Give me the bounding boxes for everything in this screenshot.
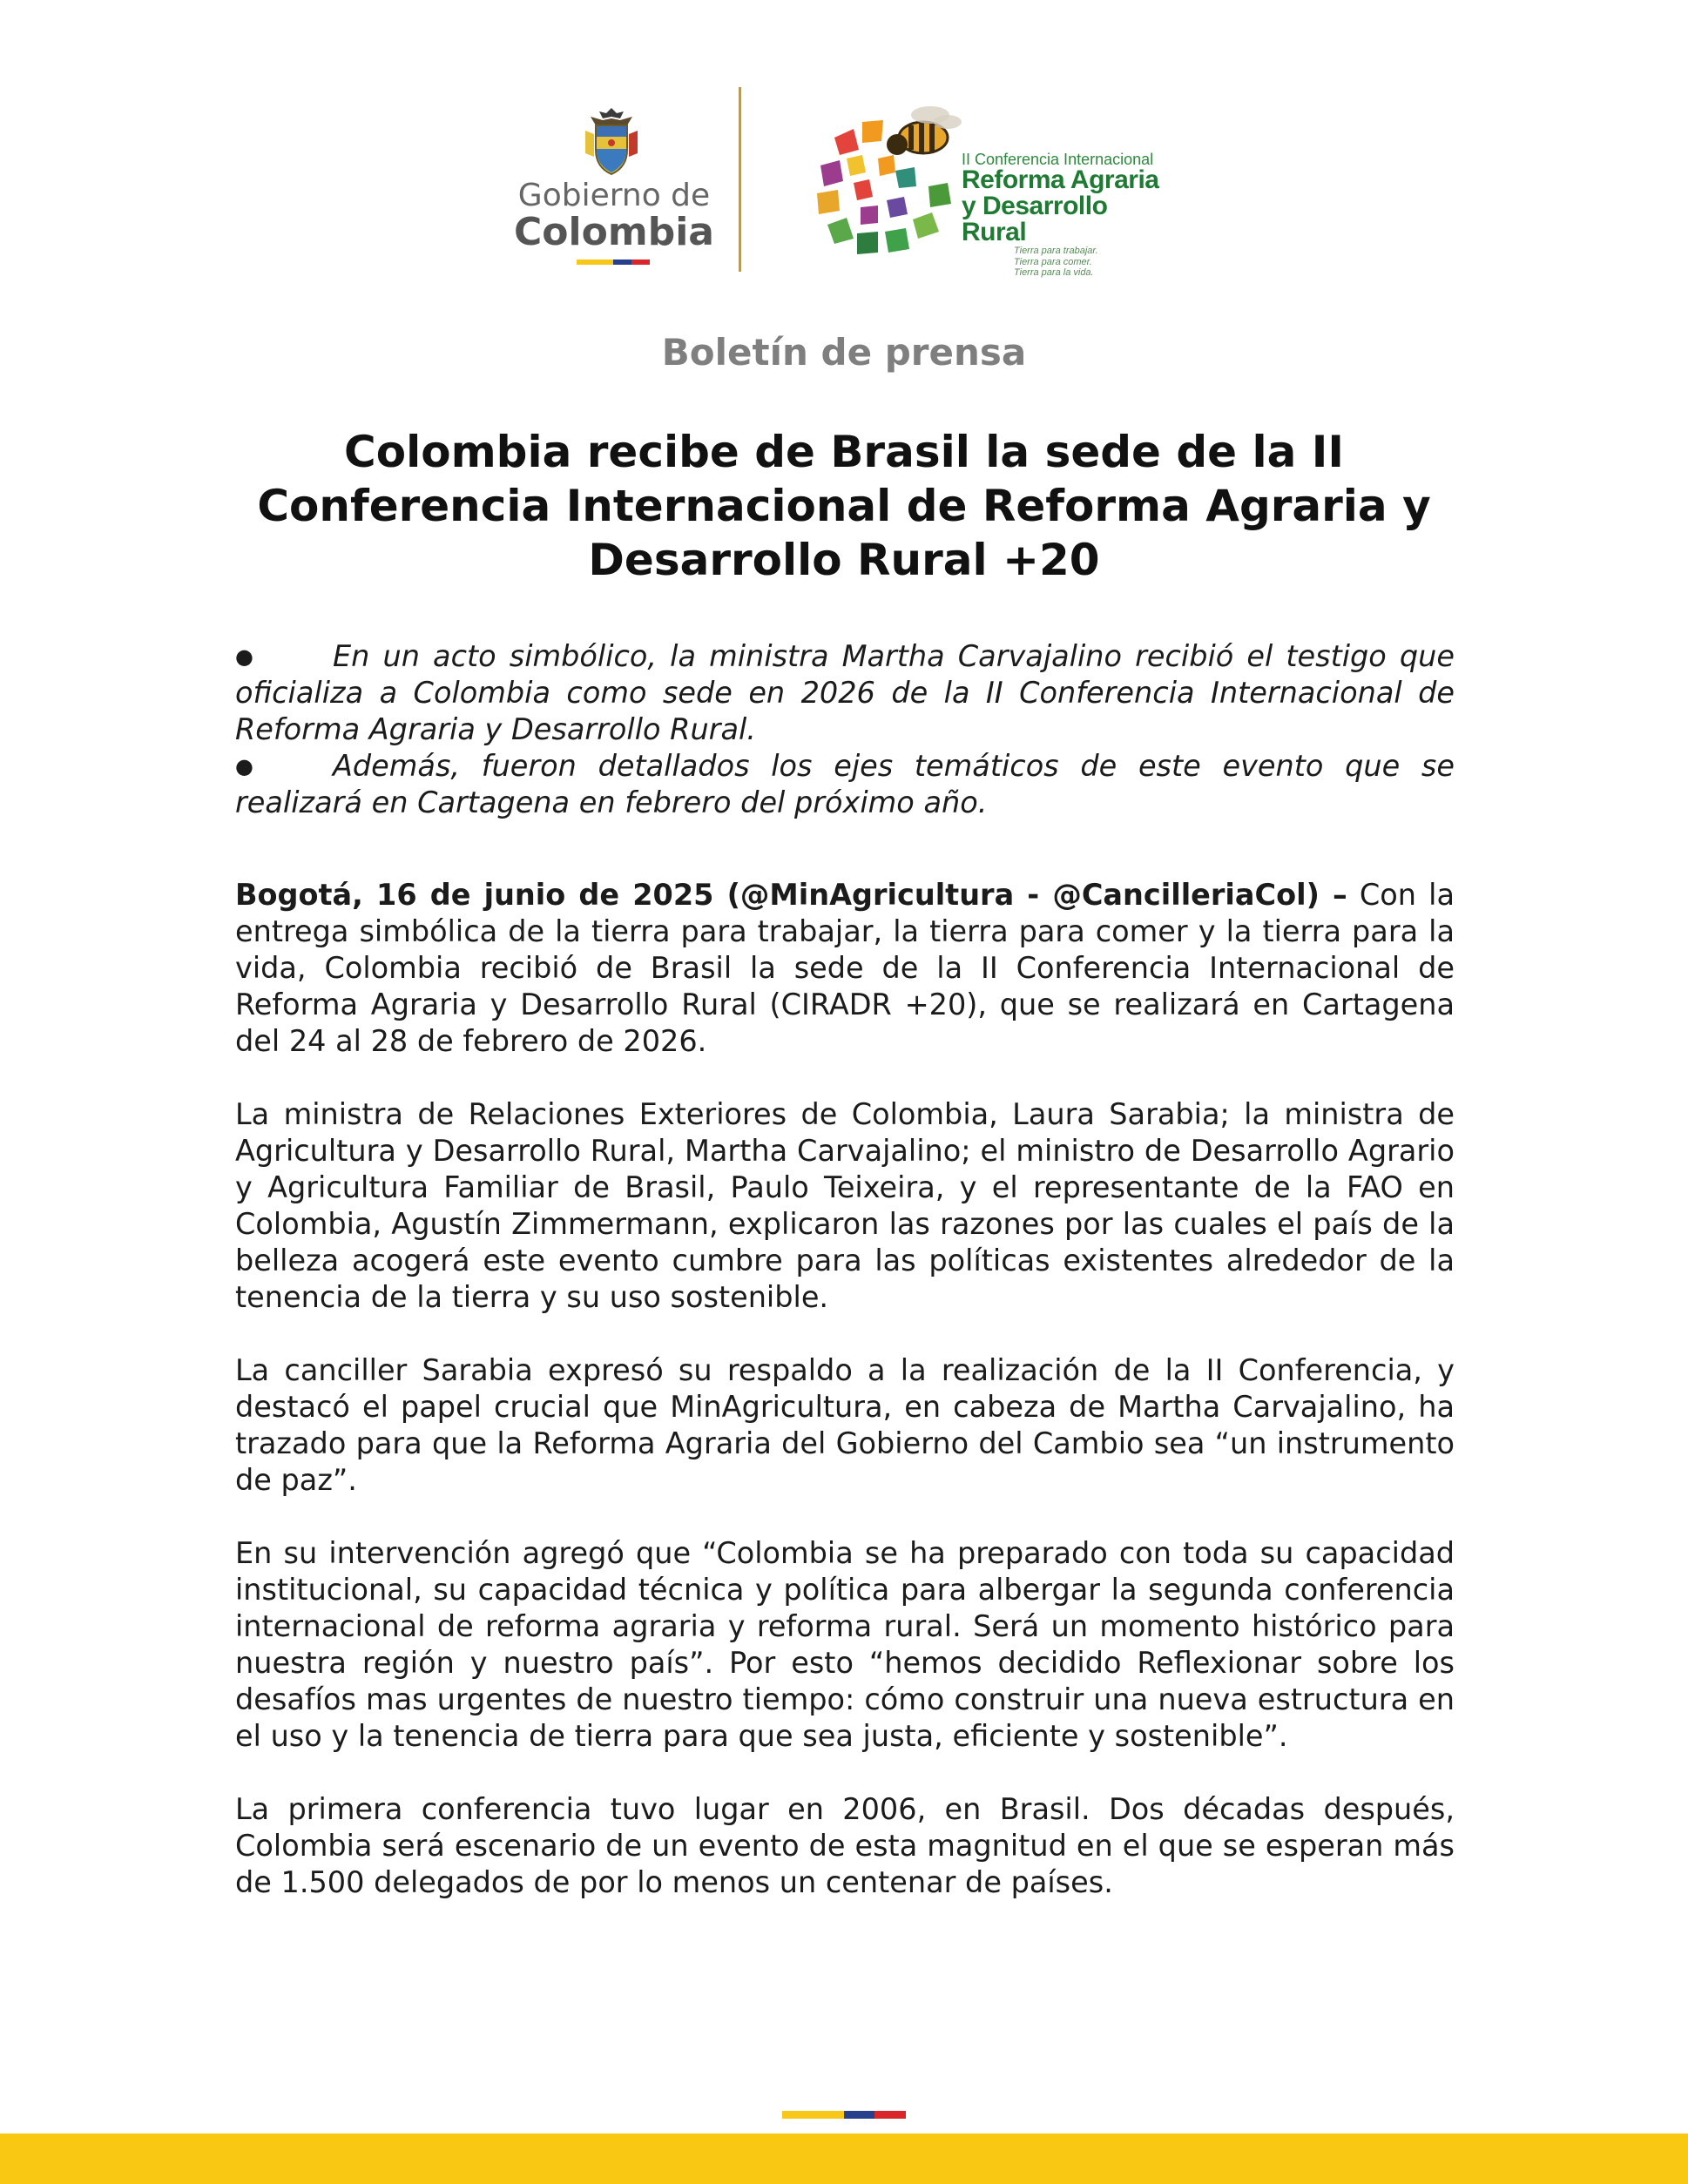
bullet-text: Además, fueron detallados los ejes temáticos de este evento que se realizará en Cartagena en febrero del próximo año. — [235, 749, 1455, 819]
gov-logo-line1: Gobierno de — [517, 178, 711, 213]
gov-logo-text — [514, 179, 714, 253]
conference-logo-line1: II Conferencia Internacional — [962, 151, 1154, 168]
logo-divider — [739, 87, 741, 272]
body-paragraph: La canciller Sarabia expresó su respaldo a la realización de la II Conferencia, y destacó el papel crucial que MinAgricultura, en cabeza de Martha Carvajalino, ha trazado para que la Reforma Agraria del Gobierno del Cambio sea “un instrumento de paz”. — [235, 1353, 1455, 1497]
footer-yellow-band — [0, 2133, 1688, 2184]
conference-logo — [808, 103, 1157, 277]
body-paragraph: En su intervención agregó que “Colombia se ha preparado con toda su capacidad institucional, su capacidad técnica y política para albergar la segunda conferencia internacional de reforma agraria y reforma rural. Será un momento histórico para nuestra región y nuestro país”. Por esto “hemos decidido Reflexionar sobre los desafíos mas urgentes de nuestro tiempo: cómo construir una nueva estructura en el uso y la tenencia de tierra para que sea justa, eficiente y sostenible”. — [235, 1536, 1455, 1753]
bee-mosaic-icon — [808, 103, 965, 268]
dateline: Bogotá, 16 de junio de 2025 (@MinAgricultura - @CancilleriaCol) – — [235, 878, 1347, 912]
bullet-icon: ● — [235, 644, 253, 669]
bullet-text: En un acto simbólico, la ministra Martha Carvajalino recibió el testigo que oficializa a Colombia como sede en 2026 de la II Conferencia Internacional de Reforma Agraria y Desarrollo Rural. — [235, 639, 1455, 746]
gobierno-de-colombia-logo — [514, 104, 714, 270]
conference-logo-text — [962, 152, 1162, 279]
body-paragraph — [235, 877, 1455, 1060]
conference-tagline-2: Tierra para comer. — [1014, 256, 1092, 267]
summary-bullet — [235, 638, 1455, 748]
summary-bullets — [235, 638, 1455, 821]
conference-logo-line3: y Desarrollo Rural — [962, 192, 1108, 246]
conference-logo-line2: Reforma Agraria — [962, 165, 1159, 194]
flag-yellow-segment — [782, 2111, 844, 2119]
conference-tagline-3: Tierra para la vida. — [1014, 267, 1094, 279]
gov-logo-line2: Colombia — [514, 209, 714, 254]
flag-red-segment — [874, 2111, 906, 2119]
body-paragraph: La primera conferencia tuvo lugar en 2006, en Brasil. Dos décadas después, Colombia será escenario de un evento de esta magnitud en el que se esperan más de 1.500 delegados de por lo menos un centenar de países. — [235, 1792, 1455, 1899]
summary-bullet — [235, 748, 1455, 821]
flag-blue-segment — [844, 2111, 874, 2119]
document-kicker: Boletín de prensa — [661, 331, 1027, 374]
bullet-icon: ● — [235, 754, 253, 779]
footer-flag-stripe — [782, 2111, 906, 2119]
paragraph-text: Con la entrega simbólica de la tierra para trabajar, la tierra para comer y la tierra para la vida, Colombia recibió de Brasil la sede de la II Conferencia Internacional de Reforma Agraria y Desarrollo Rural (CIRADR +20), que se realizará en Cartagena del 24 al 28 de febrero de 2026. — [235, 878, 1455, 1058]
body-paragraph: La ministra de Relaciones Exteriores de Colombia, Laura Sarabia; la ministra de Agricultura y Desarrollo Rural, Martha Carvajalino; el ministro de Desarrollo Agrario y Agricultura Familiar de Brasil, Paulo Teixeira, y el representante de la FAO en Colombia, Agustín Zimmermann, explicaron las razones por las cuales el país de la belleza acogerá este evento cumbre para las políticas existentes alrededor de la tenencia de la tierra y su uso sostenible. — [235, 1097, 1455, 1314]
press-release-title: Colombia recibe de Brasil la sede de la II Conferencia Internacional de Reforma Agraria y Desarrollo Rural +20 — [257, 427, 1431, 585]
colombia-coat-of-arms-icon — [582, 104, 641, 179]
press-release-body — [235, 877, 1455, 1938]
gov-logo-flag-stripe — [577, 260, 650, 265]
conference-tagline-1: Tierra para trabajar. — [1014, 246, 1098, 256]
